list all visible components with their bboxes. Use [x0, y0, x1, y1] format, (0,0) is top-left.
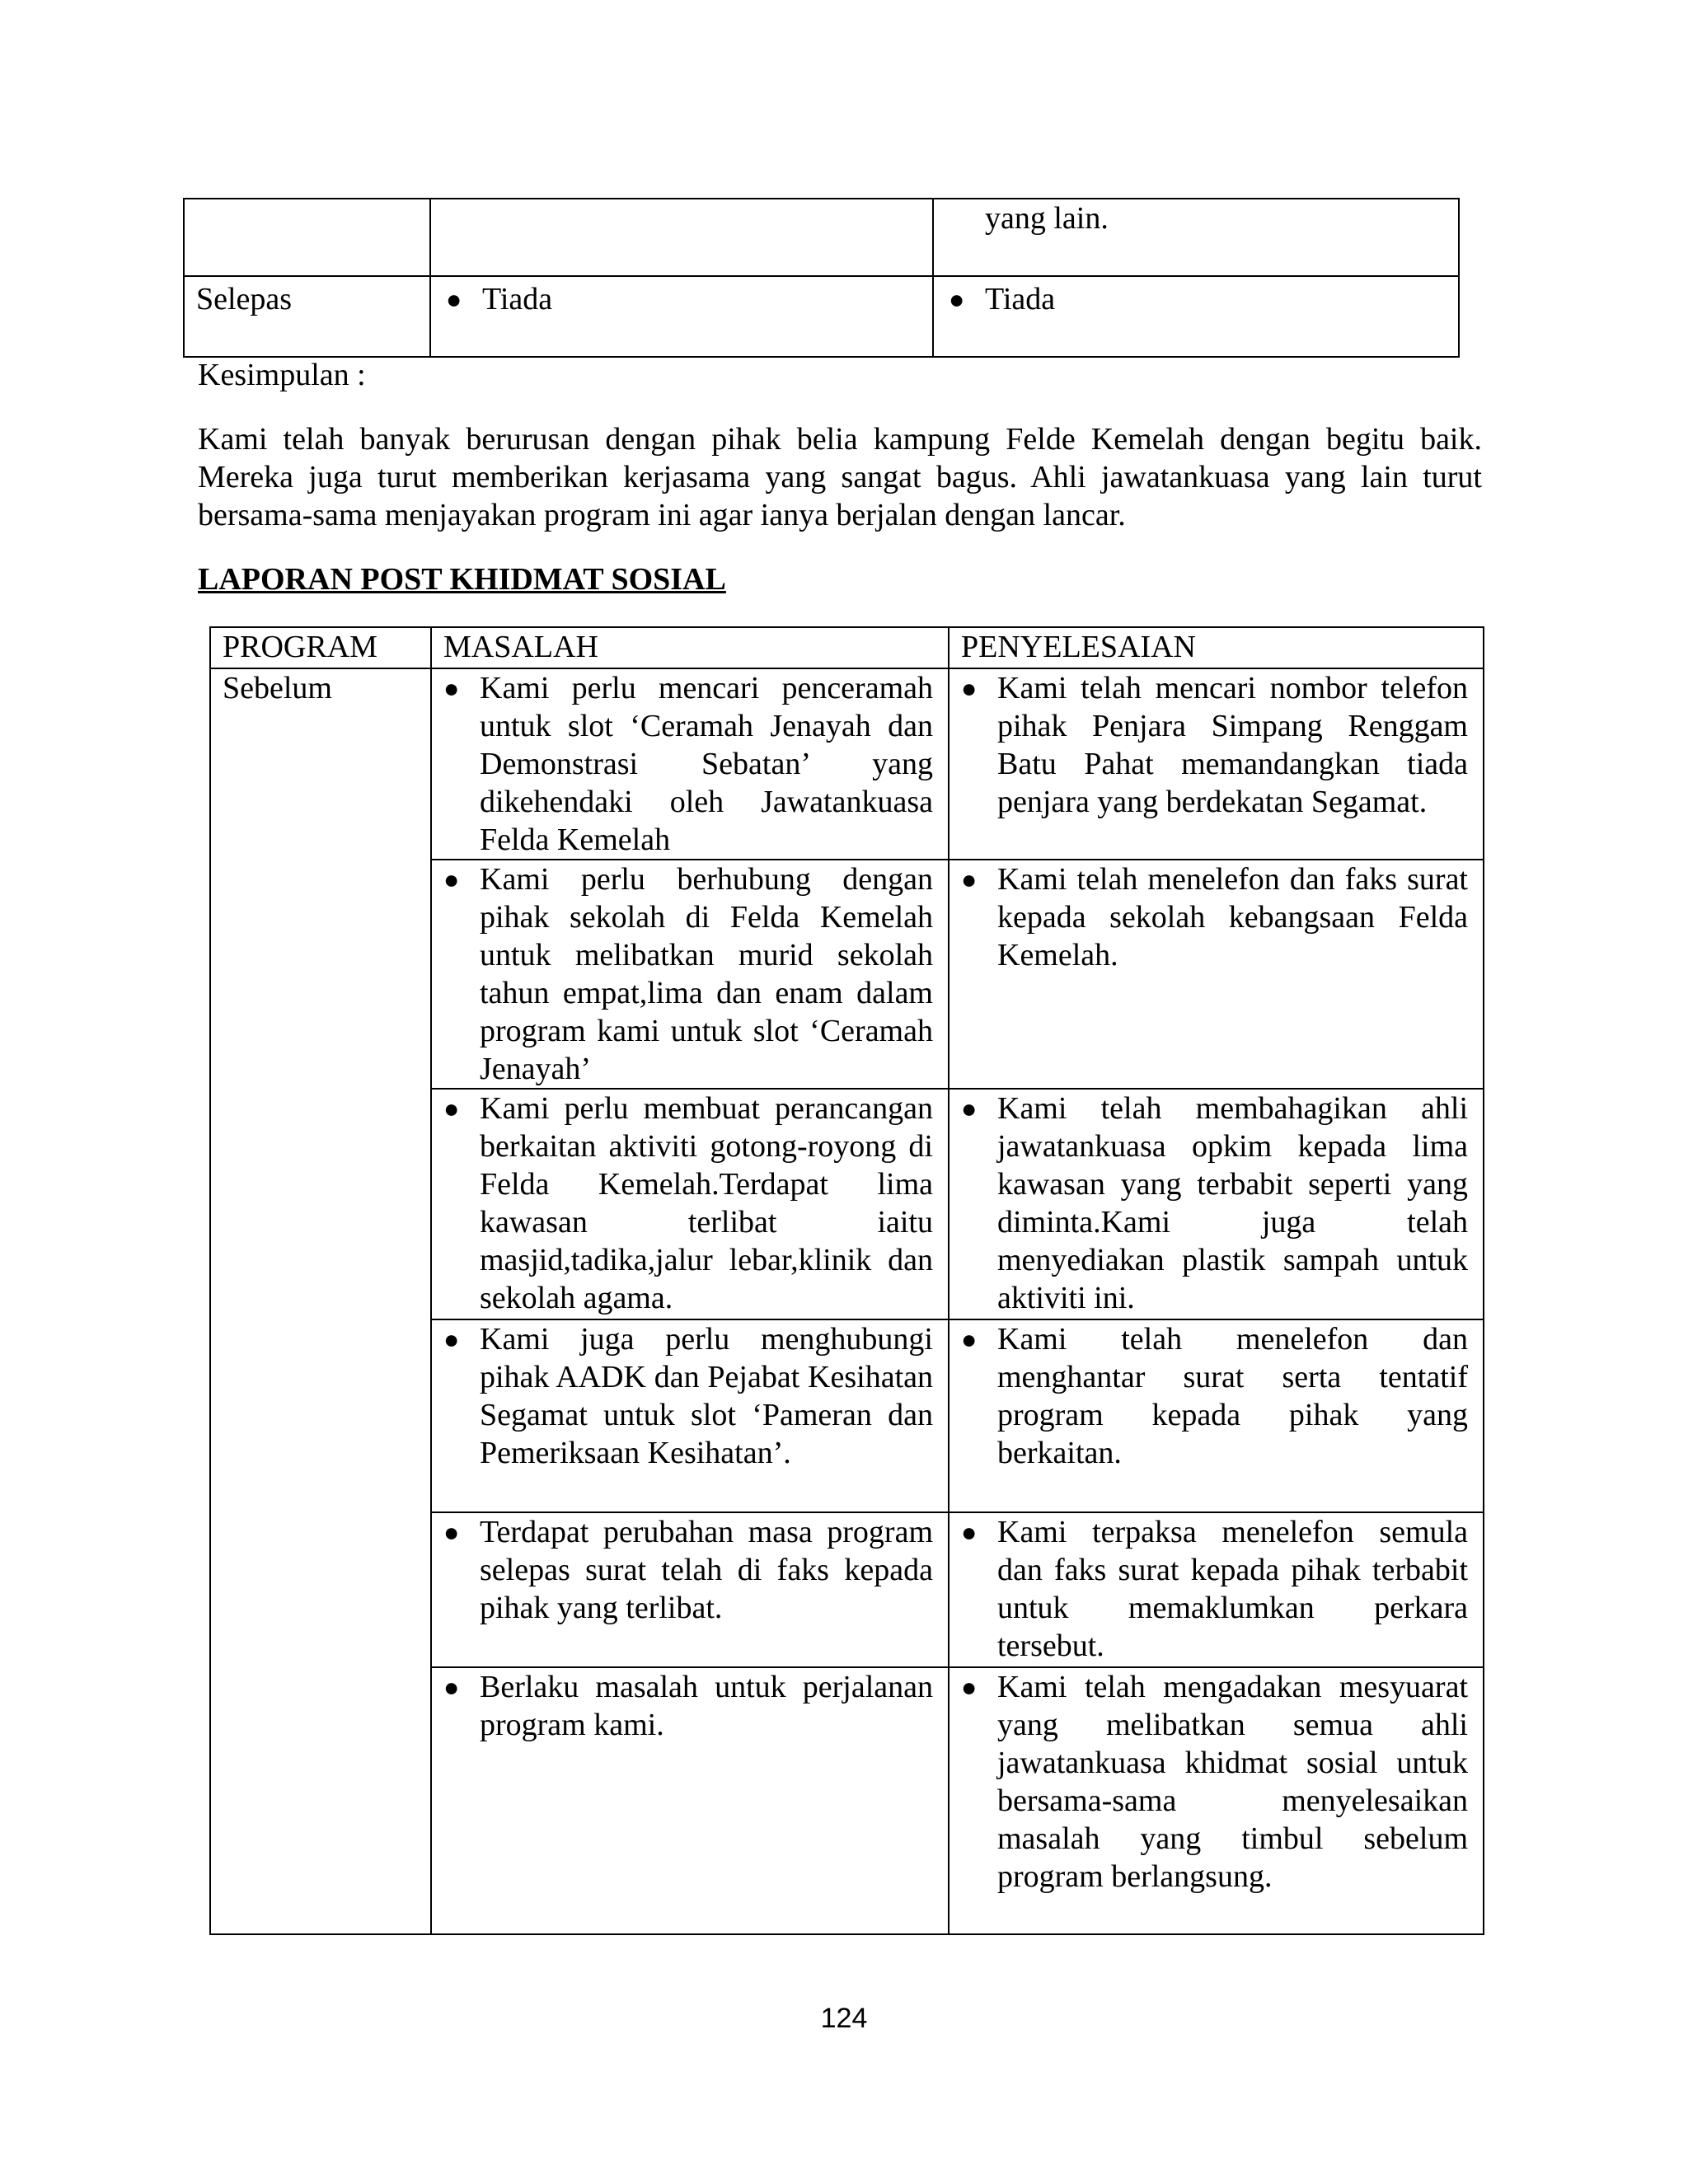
- masalah-text: Kami perlu membuat perancangan berkaitan aktiviti gotong-royong di Felda Kemelah.Terdapat lima kawasan terlibat iaitu masjid,tadika,jalur lebar,klinik dan sekolah agama.: [480, 1091, 933, 1315]
- bullet-icon: ●: [961, 673, 978, 703]
- page-number: 124: [820, 2003, 868, 2034]
- previous-table-row: [184, 199, 1459, 276]
- bullet-icon: ●: [443, 1517, 460, 1547]
- previous-table-cell: [184, 199, 430, 276]
- previous-table-cell: yang lain.: [933, 199, 1459, 276]
- bullet-icon: ●: [443, 673, 460, 703]
- selepas-masalah-cell: ● Tiada: [430, 276, 933, 357]
- penyelesaian-text: Kami telah menelefon dan faks surat kepada sekolah kebangsaan Felda Kemelah.: [997, 862, 1468, 972]
- bullet-icon: ●: [961, 865, 978, 894]
- masalah-text: Kami perlu berhubung dengan pihak sekolah di Felda Kemelah untuk melibatkan murid sekolah tahun empat,lima dan enam dalam program kami untuk slot ‘Ceramah Jenayah’: [480, 862, 933, 1086]
- bullet-icon: ●: [949, 284, 965, 314]
- penyelesaian-text: Kami telah mengadakan mesyuarat yang melibatkan semua ahli jawatankuasa khidmat sosial untuk bersama-sama menyelesaikan masalah yang timbul sebelum program berlangsung.: [997, 1670, 1468, 1894]
- header-masalah: MASALAH: [431, 627, 949, 668]
- kesimpulan-paragraph: Kami telah banyak berurusan dengan pihak belia kampung Felde Kemelah dengan begitu baik. Mereka juga turut memberikan kerjasama yang sangat bagus. Ahli jawatankuasa yang lain turut bersama-sama menjayakan program ini agar ianya berjalan dengan lancar.: [198, 422, 1482, 532]
- selepas-label: Selepas: [184, 276, 430, 357]
- program-sebelum: Sebelum: [210, 668, 431, 1934]
- masalah-text: Berlaku masalah untuk perjalanan program kami.: [480, 1670, 933, 1742]
- bullet-icon: ●: [961, 1094, 978, 1123]
- masalah-text: Kami juga perlu menghubungi pihak AADK dan Pejabat Kesihatan Segamat untuk slot ‘Pameran dan Pemeriksaan Kesihatan’.: [480, 1322, 933, 1470]
- previous-table: [183, 198, 1460, 358]
- bullet-icon: ●: [446, 284, 462, 314]
- penyelesaian-text: Kami terpaksa menelefon semula dan faks surat kepada pihak terbabit untuk memaklumkan perkara tersebut.: [997, 1515, 1468, 1663]
- bullet-icon: ●: [443, 1094, 460, 1123]
- header-penyelesaian: PENYELESAIAN: [949, 627, 1484, 668]
- masalah-text: Kami perlu mencari penceramah untuk slot ‘Ceramah Jenayah dan Demonstrasi Sebatan’ yang dikehendaki oleh Jawatankuasa Felda Kemelah: [480, 671, 933, 857]
- bullet-icon: ●: [961, 1324, 978, 1354]
- bullet-icon: ●: [443, 1324, 460, 1354]
- penyelesaian-text: Kami telah membahagikan ahli jawatankuasa opkim kepada lima kawasan yang terbabit seperti yang diminta.Kami juga telah menyediakan plastik sampah untuk aktiviti ini.: [997, 1091, 1468, 1315]
- penyelesaian-text: Kami telah menelefon dan menghantar surat serta tentatif program kepada pihak yang berkaitan.: [997, 1322, 1468, 1470]
- bullet-icon: ●: [961, 1517, 978, 1547]
- penyelesaian-text: Kami telah mencari nombor telefon pihak Penjara Simpang Renggam Batu Pahat memandangkan tiada penjara yang berdekatan Segamat.: [997, 671, 1468, 819]
- masalah-text: Terdapat perubahan masa program selepas surat telah di faks kepada pihak yang terlibat.: [480, 1515, 933, 1625]
- selepas-penyelesaian-cell: ● Tiada: [933, 276, 1459, 357]
- section-heading: LAPORAN POST KHIDMAT SOSIAL: [198, 562, 726, 597]
- bullet-icon: ●: [443, 865, 460, 894]
- kesimpulan-label: Kesimpulan :: [198, 358, 366, 392]
- table-header-row: [210, 627, 1484, 668]
- header-program: PROGRAM: [210, 627, 431, 668]
- previous-table-cell: [430, 199, 933, 276]
- table-row: [210, 668, 1484, 860]
- bullet-icon: ●: [961, 1672, 978, 1702]
- laporan-table: [209, 626, 1484, 1935]
- bullet-icon: ●: [443, 1672, 460, 1702]
- previous-table-row: [184, 276, 1459, 357]
